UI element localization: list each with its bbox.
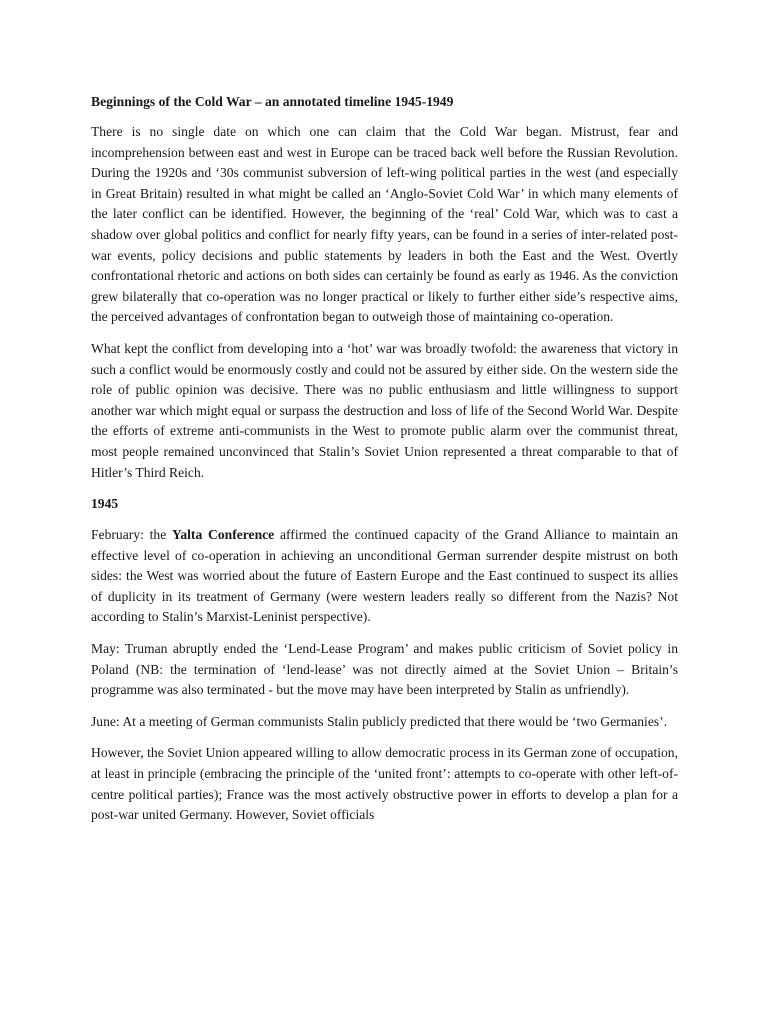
intro-paragraph-1: There is no single date on which one can claim that the Cold War began. Mistrust, fear and incomprehension between east and west in Europe can be traced back well before the Russian Revolution. During the 1920s and ‘30s communist subversion of left-wing political parties in the west (and especially in Great Britain) resulted in what might be called an ‘Anglo-Soviet Cold War’ in which many elements of the later conflict can be identified. However, the beginning of the ‘real’ Cold War, which was to cast a shadow over global politics and conflict for nearly fifty years, can be found in a series of inter-related post-war events, policy decisions and public statements by leaders in both the East and the West. Overtly confrontational rhetoric and actions on both sides can certainly be found as early as 1946. As the conviction grew bilaterally that co-operation was no longer practical or likely to further either side’s respective aims, the perceived advantages of confrontation began to outweigh those of maintaining co-operation. [91,124,678,325]
document-title: Beginnings of the Cold War – an annotated timeline 1945-1949 [91,94,454,109]
entry-february [91,525,678,628]
intro-paragraph-2: What kept the conflict from developing into a ‘hot’ war was broadly twofold: the awareness that victory in such a conflict would be enormously costly and could not be assured by either side. On the western side the role of public opinion was decisive. There was no public enthusiasm and little willingness to support another war which might equal or surpass the destruction and loss of life of the Second World War. Despite the efforts of extreme anti-communists in the West to promote public alarm over the communist threat, most people remained unconvinced that Stalin’s Soviet Union represented a threat comparable to that of Hitler’s Third Reich. [91,340,678,480]
document-page [91,92,678,837]
entry-february-lead: February: the [91,527,173,543]
entry-may: May: Truman abruptly ended the ‘Lend-Lease Program’ and makes public criticism of Soviet policy in Poland (NB: the termination of ‘lend-lease’ was not directly aimed at the Soviet Union – Britain’s programme was also terminated - but the move may have been interpreted by Stalin as unfriendly). [91,641,678,698]
entry-june: June: At a meeting of German communists Stalin publicly predicted that there would be ‘two Germanies’. [91,713,668,729]
yalta-conference-emphasis: Yalta Conference [172,527,275,543]
entry-however: However, the Soviet Union appeared willing to allow democratic process in its German zone of occupation, at least in principle (embracing the principle of the ‘united front’: attempts to co-operate with other left-of-centre political parties); France was the most actively obstructive power in efforts to develop a plan for a post-war united Germany. However, Soviet officials [91,745,678,823]
section-heading-1945: 1945 [91,496,119,512]
entry-february-text: affirmed the continued capacity of the Grand Alliance to maintain an effective level of co-operation in achieving an unconditional German surrender despite mistrust on both sides: the West was worried about the future of Eastern Europe and the East continued to suspect its allies of duplicity in its treatment of Germany (were western leaders really so different from the Nazis? Not according to Stalin’s Marxist-Leninist perspective). [91,527,678,625]
